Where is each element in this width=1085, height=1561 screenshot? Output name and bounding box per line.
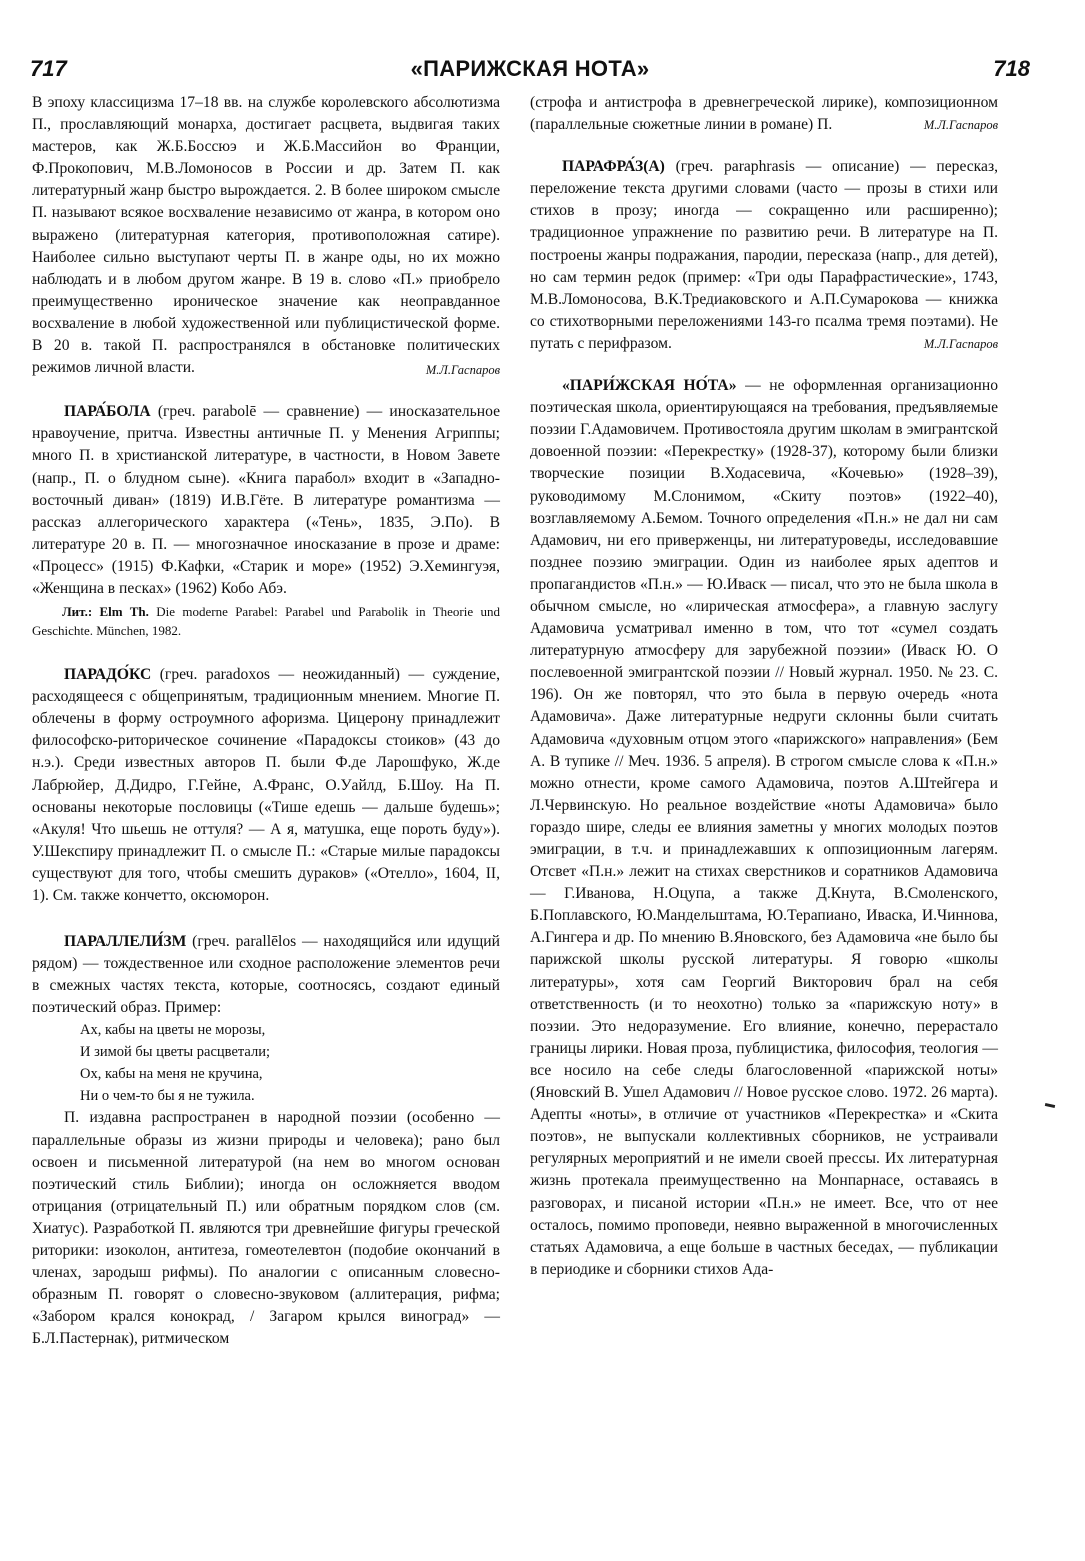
author-signature: М.Л.Гаспаров — [923, 118, 998, 133]
page-header — [30, 52, 1030, 92]
entry-text: — не оформленная организационно поэтическая школа, ориентирующаяся на требования, предъявляемые поэзии Г.Адамовичем. Противостояла другим школам в эмигрантской довоенной поэзии: «Перекрестку» (1928-37), которому были близки творческие позиции В.Ходасевича, «Кочевью» (1928–39), руководимому М.Слонимом, «Скиту поэтов» (1922–40), возглавляемому А.Бемом. Точного определения «П.н.» не дал ни сам Адамович, ни его приверженцы, ни литературоведы, исследовавшие позднее поэзию эмиграции. Один из наиболее ярых адептов и пропагандистов «П.н.» — Ю.Иваск — писал, что это не была школа в обычном смысле, но «лирическая атмосфера», а главную заслугу Адамовича усматривал именно в том, что тот «сумел создать литературную атмосферу для зарубежной поэзии» (Иваск Ю. О послевоенной эмигрантской поэзии // Новый журнал. 1950. № 23. С. 196). Он же повторял, что это была в первую очередь «нота Адамовича». Даже литературные недруги склонны были считать Адамовича «духовным отцом этого «парижского» направления» (Бем А. В тупике // Меч. 1936. 5 апреля). В строгом смысле слова к «П.н.» можно отнести, кроме самого Адамовича, поэтов А.Штейгера и Л.Червинскую. Но реальное воздействие «ноты Адамовича» было гораздо шире, следы ее влияния заметны у многих молодых поэтов эмиграции, в т.ч. и принадлежавших к оппозиционным лагерям. Отсвет «П.н.» лежит на стихах сверстников и соратников Адамовича — Г.Иванова, Н.Оцупа, а также Д.Кнута, В.Смоленского, Б.Поплавского, Ю.Мандельштама, Ю.Терапиано, Иваска, И.Чиннова, А.Гингера и др. По мнению В.Яновского, без Адамовича «не было бы парижской школы русской литературы. Я говорю «школы литературы», хотя сам Георгий Викторович брал на себя ответственность (и то неохотно) только за «парижскую ноту» в поэзии. Это недоразумение. Его влияние, конечно, перерастало границы лирики. Новая проза, публицистика, философия, теология — все носило на себе следы благословенной «парижской ноты» (Яновский В. Ушел Адамович // Новое русское слово. 1972. 26 марта). Адепты «ноты», в отличие от участников «Перекрестка» и «Скита поэтов», не выпускали коллективных сборников, не устраивали регулярных мероприятий и не имели своей прессы. Их литературная жизнь протекала преимущественно на Монпарнасе, оставаясь в разговорах, и писаной истории «П.н.» не имеет. Все, что от нее осталось, помимо проповеди, неявно выраженной в многочисленных статьях Адамовича, а еще больше в частных беседах, — публикации в периодике и сборники стихов Ада- — [530, 377, 998, 1278]
right-column — [530, 92, 998, 1281]
lit-text: Die moderne Parabel: Parabel und Parabolik in Theorie und Geschichte. München, 1982. — [32, 604, 500, 639]
entry-text: (греч. paradoxos — неожиданный) — суждение, расходящееся с общепринятым, традиционным мнением. Многие П. облечены в форму остроумного афоризма. Цицерону принадлежит философско-риторическое сочинение «Парадоксы стоиков» (43 до н.э.). Среди известных авторов П. были Ф.де Ларошфуко, Ж.де Лабрюйер, Д.Дидро, Г.Гейне, А.Франс, О.Уайлд, Б.Шоу. На П. основаны некоторые пословицы («Тише едешь — дальше будешь»; «Акуля! Что шьешь не оттуля? — А я, матушка, еще пороть буду»). У.Шекспиру принадлежит П. о смысле П.: «Старые милые парадоксы существуют для того, чтобы смешить дураков» («Отелло», 1604, II, 1). См. также кончетто, оксюморон. — [32, 666, 500, 904]
literature-reference — [32, 602, 500, 640]
left-column — [32, 92, 500, 1351]
entry-text: (греч. paraphrasis — описание) — пересказ, переложение текста другими словами (часто — прозы в стихи или стихов в прозу; иногда — сокращенно или расширенно); традиционное упражнение по развитию речи. В литературе на П. построены жанры подражания, пародии, пересказа (напр., для детей), но сам термин редок (пример: «Три оды Парафрастические», 1743, М.В.Ломоносова, В.К.Тредиаковского и А.П.Сумарокова — книжка со стихотворными переложениями 143-го псалма тремя поэтами). Не путать с перифразом. — [530, 158, 998, 352]
scan-mark — [1045, 1103, 1055, 1108]
entry-parallelism — [32, 931, 500, 1019]
poem-line: И зимой бы цветы расцветали; — [80, 1044, 270, 1061]
lit-label: Лит.: Elm Th. — [62, 604, 149, 620]
entry-parabola — [32, 401, 500, 600]
author-signature: М.Л.Гаспаров — [425, 363, 500, 378]
entry-paradox — [32, 664, 500, 907]
panegyric-continuation: В эпоху классицизма 17–18 вв. на службе королевского абсолютизма П., прославляющий монарха, достигает расцвета, выдвигая таких мастеров, как Ж.Б.Боссюэ и Ж.Б.Массийон во Франции, Ф.Прокопович, М.В.Ломоносов в России и др. Затем П. как литературный жанр быстро вырождается. 2. В более широком смысле П. называют всякое восхваление независимо от жанра, в котором оно выражено (литературная категория, противоположная сатире). Наиболее сильно выступают черты П. в жанре оды, но их можно наблюдать и в любом другом жанре. В 19 в. слово «П.» приобрело преимущественно ироническое значение как неоправданное восхваление в любой художественной или публицистической форме. В 20 в. такой П. распространялся в обстановке политических режимов личной власти. — [32, 94, 500, 377]
entry-heading: ПАРАЛЛЕЛИ́ЗМ — [64, 933, 187, 951]
entry-heading: «ПАРИ́ЖСКАЯ НО́ТА» — [562, 377, 737, 395]
entry-heading: ПАРА́БОЛА — [64, 403, 151, 421]
running-title: «ПАРИЖСКАЯ НОТА» — [410, 56, 650, 81]
entry-paraphrase — [530, 156, 998, 355]
entry-text: (греч. parallēlos — находящийся или идущий рядом) — тождественное или сходное расположение элементов речи в смежных частях текста, которые, соотносясь, создают единый поэтический образ. Пример: — [32, 933, 500, 1017]
entry-text: (греч. parabolē — сравнение) — иносказательное нравоучение, притча. Известны античные П. у Менения Агриппы; много П. в христианской литературе, в частности, в Новом Завете (напр., П. о блудном сыне). «Книга парабол» входит в «Западно-восточный диван» (1819) И.В.Гёте. В литературе романтизма — рассказ аллегорического характера («Тень», 1835, Э.По). В литературе 20 в. П. — многозначное иносказание в прозе и драме: «Процесс» (1915) Ф.Кафки, «Старик и море» (1952) Э.Хемингуэя, «Женщина в песках» (1962) Кобо Абэ. — [32, 403, 500, 597]
page-number-left: 717 — [30, 56, 67, 81]
page-number-right: 718 — [993, 56, 1030, 81]
parallelism-continued: П. издавна распространен в народной поэзии (особенно — параллельные образы из жизни природы и человека); рано был освоен и письменной литературой (на нем во многом основан поэтический стиль Библии); иногда он осложняется вводом отрицания (отрицательный П.) или обратным порядком слов (см. Хиатус). Разработкой П. являются три древнейшие фигуры греческой риторики: изоколон, антитеза, гомеотелевтон (подобие окончаний в членах, зародыш рифмы). По аналогии с описанным словесно-образным П. говорят о словесно-звуковом (аллитерация, рифма; «Забором крался конокрад, / Загаром крылся виноград» — Б.Л.Пастернак), ритмическом — [32, 1109, 500, 1348]
poem-line: Ни о чем-то бы я не тужила. — [80, 1088, 255, 1105]
parallelism-end: (строфа и антистрофа в древнегреческой лирике), композиционном (параллельные сюжетные линии в романе) П. — [530, 94, 998, 134]
author-signature: М.Л.Гаспаров — [923, 337, 998, 352]
entry-parisian-note — [530, 375, 998, 1281]
poem-line: Ах, кабы на цветы не морозы, — [80, 1022, 266, 1039]
entry-heading: ПАРАДО́КС — [64, 666, 152, 684]
poem-line: Ох, кабы на меня не кручина, — [80, 1066, 263, 1083]
poem-example — [80, 1019, 500, 1107]
entry-heading: ПАРАФРА́З(А) — [562, 158, 665, 176]
